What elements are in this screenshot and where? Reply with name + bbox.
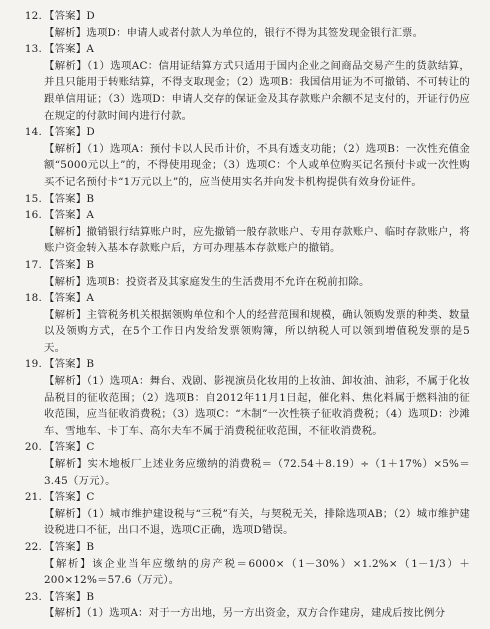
answer-line [22,191,470,208]
explanation-paragraph [22,58,470,124]
explanation-paragraph [22,373,470,439]
question-number: 14. [24,126,42,139]
explanation-paragraph [22,307,470,357]
answer-line [22,290,470,307]
answer-value: A [86,209,95,222]
answer-line [22,489,470,506]
answer-entry [22,489,470,539]
explanation-text: 该企业当年应缴纳的房产税＝6000×（1－30%）×1.2%×（1－1/3）＋200×12%＝57.6（万元）。 [44,557,470,587]
explanation-paragraph [22,141,470,191]
answer-label: 【答案】 [44,126,87,139]
question-number: 22. [24,541,42,553]
explanation-label: 【解析】 [44,607,87,620]
answer-entry [22,41,470,124]
answer-value: B [86,358,95,371]
answer-line [22,439,470,456]
answer-line [22,356,470,373]
explanation-paragraph [22,224,470,257]
answer-value: B [86,192,95,205]
explanation-label: 【解析】 [44,557,93,570]
answer-label: 【答案】 [44,541,87,553]
question-number: 12. [24,10,42,22]
answer-line [22,207,470,224]
answer-label: 【答案】 [44,258,87,271]
explanation-label: 【解析】 [44,275,87,288]
answer-value: B [86,258,95,271]
explanation-label: 【解析】 [44,225,87,238]
answer-entry [22,124,470,190]
answer-label: 【答案】 [44,590,87,603]
answer-line [22,124,470,141]
explanation-paragraph [22,456,470,489]
explanation-text: （1）选项A：对于一方出地，另一方出资金，双方合作建房，建成后按比例分 [86,607,446,620]
question-number: 17. [24,258,42,271]
answer-value: C [86,441,95,454]
explanation-text: （1）城市维护建设税与“三税”有关，与契税无关，排除选项AB；（2）城市维护建设税进口不征，出口不退，选项C正确，选项D错误。 [44,507,470,537]
answer-line [22,257,470,274]
explanation-text: （1）选项A：预付卡以人民币计价，不具有透支功能；（2）选项B：一次性充值金额“5000元以上”的，不得使用现金；（3）选项C：个人或单位购买记名预付卡或一次性购买不记名预付卡“1万元以上”的，应当使用实名并向发卡机构提供有效身份证件。 [44,142,470,188]
answer-entry [22,589,470,622]
answer-line [22,589,470,606]
answer-entry [22,257,470,290]
answer-entry [22,8,470,41]
question-number: 13. [24,43,42,56]
answer-label: 【答案】 [44,10,87,22]
explanation-paragraph [22,556,470,589]
answer-entry [22,290,470,356]
explanation-label: 【解析】 [44,59,87,72]
answer-line [22,539,470,556]
answer-label: 【答案】 [44,441,87,454]
answer-label: 【答案】 [44,192,87,205]
explanation-text: 主管税务机关根据领购单位和个人的经营范围和规模，确认领购发票的种类、数量以及领购方式，在5个工作日内发给发票领购簿，所以纳税人可以领到增值税发票的是5天。 [44,308,470,354]
explanation-text: 选项B：投资者及其家庭发生的生活费用不允许在税前扣除。 [86,275,370,288]
answer-value: B [86,590,95,603]
answer-label: 【答案】 [44,43,87,56]
answer-value: A [86,292,95,305]
answer-label: 【答案】 [44,358,87,371]
explanation-paragraph [22,25,470,42]
question-number: 21. [24,491,42,504]
question-number: 18. [24,292,42,305]
explanation-text: 选项D：申请人或者付款人为单位的，银行不得为其签发现金银行汇票。 [86,26,424,39]
explanation-label: 【解析】 [44,26,87,39]
question-number: 19. [24,358,42,371]
answer-line [22,41,470,58]
answer-value: D [86,10,95,22]
explanation-paragraph [22,605,470,622]
explanation-text: 撤销银行结算账户时，应先撤销一般存款账户、专用存款账户、临时存款账户，将账户资金转入基本存款账户后，方可办理基本存款账户的撤销。 [44,225,470,255]
answer-entry [22,539,470,589]
answer-label: 【答案】 [44,209,87,222]
explanation-label: 【解析】 [44,142,87,155]
explanation-paragraph [22,274,470,291]
answer-value: B [86,541,95,553]
answer-label: 【答案】 [44,491,87,504]
explanation-paragraph [22,506,470,539]
answer-entry [22,191,470,208]
answer-entry [22,439,470,489]
answer-value: C [86,491,95,504]
explanation-text: 实木地板厂上述业务应缴纳的消费税＝（72.54＋8.19）÷（1＋17%）×5%＝3.45（万元）。 [44,458,470,487]
answer-entry [22,207,470,257]
answer-line [22,8,470,25]
question-number: 23. [24,590,42,603]
explanation-label: 【解析】 [44,507,87,520]
question-number: 15. [24,192,42,205]
answer-value: D [86,126,95,139]
answer-value: A [86,43,95,56]
question-number: 16. [24,209,42,222]
explanation-label: 【解析】 [44,308,87,321]
explanation-label: 【解析】 [44,458,88,471]
answer-entry [22,356,470,439]
explanation-text: （1）选项A：舞台、戏剧、影视演员化妆用的上妆油、卸妆油、油彩，不属于化妆品税目的征收范围；（2）选项B：自2012年11月1日起，催化料、焦化料属于燃料油的征收范围，应当征收消费税；（3）选项C：“木制”一次性筷子征收消费税；（4）选项D：沙滩车、雪地车、卡丁车、高尔夫车不属于消费税征收范围，不征收消费税。 [44,375,470,437]
answer-label: 【答案】 [44,292,87,305]
explanation-label: 【解析】 [44,375,87,388]
explanation-text: （1）选项AC：信用证结算方式只适用于国内企业之间商品交易产生的货款结算，并且只能用于转账结算，不得支取现金；（2）选项B：我国信用证为不可撤销、不可转让的跟单信用证；（3）选项D：申请人交存的保证金及其存款账户余额不足支付的，开证行仍应在规定的付款时间内进行付款。 [44,59,470,122]
question-number: 20. [24,441,42,454]
